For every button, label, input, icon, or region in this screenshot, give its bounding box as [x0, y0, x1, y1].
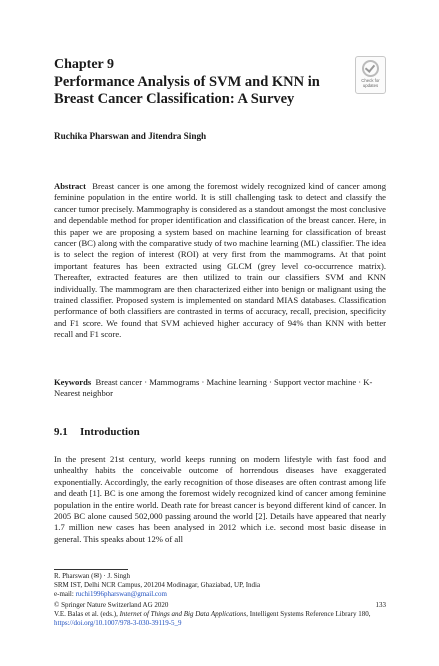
abstract-text: Breast cancer is one among the foremost widely recognized kind of cancer among feminine population in the entire world. It is still challenging task to detect and classify the cancer tumor precisely. Mammography is considered as a standout amongst the most conclusive and dependable method for proper identification and classification of the breast cancer. Here, in this paper we are proposing a system based on machine learning for classification of breast cancer (BC) along with the comparative study of two machine learning (ML) classifier. The idea is to select the region of interest (ROI) at very first from the mammograms. At that point important features has been extracted using GLCM (grey level co-occurrence matrix). Thereafter, extracted features are then utilized to train our classifiers SVM and KNN individually. The mammogram are then characterized either into benign or malignant using the trained classifier. Proposed system is implemented on standard MIAS databases. Classification performance of both classifiers are contrasted in terms of accuracy, recall, precision, specificity and F1 score. We found that SVM achieved higher accuracy of 94% than KNN with better recall and F1 score. [54, 181, 386, 340]
keywords-label: Keywords [54, 377, 92, 387]
badge-line-2: updates [362, 83, 379, 88]
section-heading [54, 426, 140, 438]
footnote-email-line [54, 590, 354, 599]
footnote-rule [54, 569, 128, 570]
citation-post: , Intelligent Systems Reference Library 180, [246, 610, 371, 618]
introduction-paragraph: In the present 21st century, world keeps running on modern lifestyle with fast food and unhealthy habits the conceivable outcome of horrendous diseases have exaggerated exponentially. Accordingly, the early recognition of those diseases are often contrast among life and death [1]. BC is one among the foremost widely recognized kind of cancer among feminine population in the entire world. Death rate for breast cancer is beyond different kind of cancer. In 2005 BC alone caused 502,000 passing around the world [2]. Details have appeared that nearly 1.7 million new cases has been analysed in 2012 which i.e. second most basic disease in general. This speaks about 12% of all [54, 454, 386, 544]
page-number: 133 [375, 601, 386, 609]
keywords [54, 377, 386, 400]
chapter-title: Performance Analysis of SVM and KNN in Breast Cancer Classification: A Survey [54, 74, 320, 107]
footnote-affiliation: SRM IST, Delhi NCR Campus, 201204 Modinagar, Ghaziabad, UP, India [54, 581, 261, 589]
citation [54, 610, 386, 628]
book-title: Internet of Things and Big Data Applications [119, 610, 247, 618]
email-label: e-mail: [54, 590, 74, 598]
page-footer [54, 601, 386, 628]
check-circle-icon [362, 60, 379, 77]
doi-link[interactable]: https://doi.org/10.1007/978-3-030-39119-5_9 [54, 619, 182, 627]
section-number: 9.1 [54, 426, 68, 438]
abstract [54, 181, 386, 341]
abstract-label: Abstract [54, 181, 86, 191]
badge-line-1: Check for [361, 78, 380, 83]
check-for-updates-badge[interactable] [355, 56, 386, 94]
footnote-authors: R. Pharswan (✉) · J. Singh [54, 572, 131, 580]
citation-pre: V.E. Balas et al. (eds.), [54, 610, 118, 618]
author-footnote [54, 572, 354, 599]
chapter-label: Chapter 9 [54, 57, 115, 72]
section-title: Introduction [80, 426, 140, 438]
copyright: © Springer Nature Switzerland AG 2020 [54, 601, 169, 609]
email-link[interactable]: ruchi1996pharswan@gmail.com [75, 590, 167, 598]
authors: Ruchika Pharswan and Jitendra Singh [54, 131, 207, 141]
keywords-text: Breast cancer · Mammograms · Machine learning · Support vector machine · K-Nearest neighbor [54, 377, 373, 399]
